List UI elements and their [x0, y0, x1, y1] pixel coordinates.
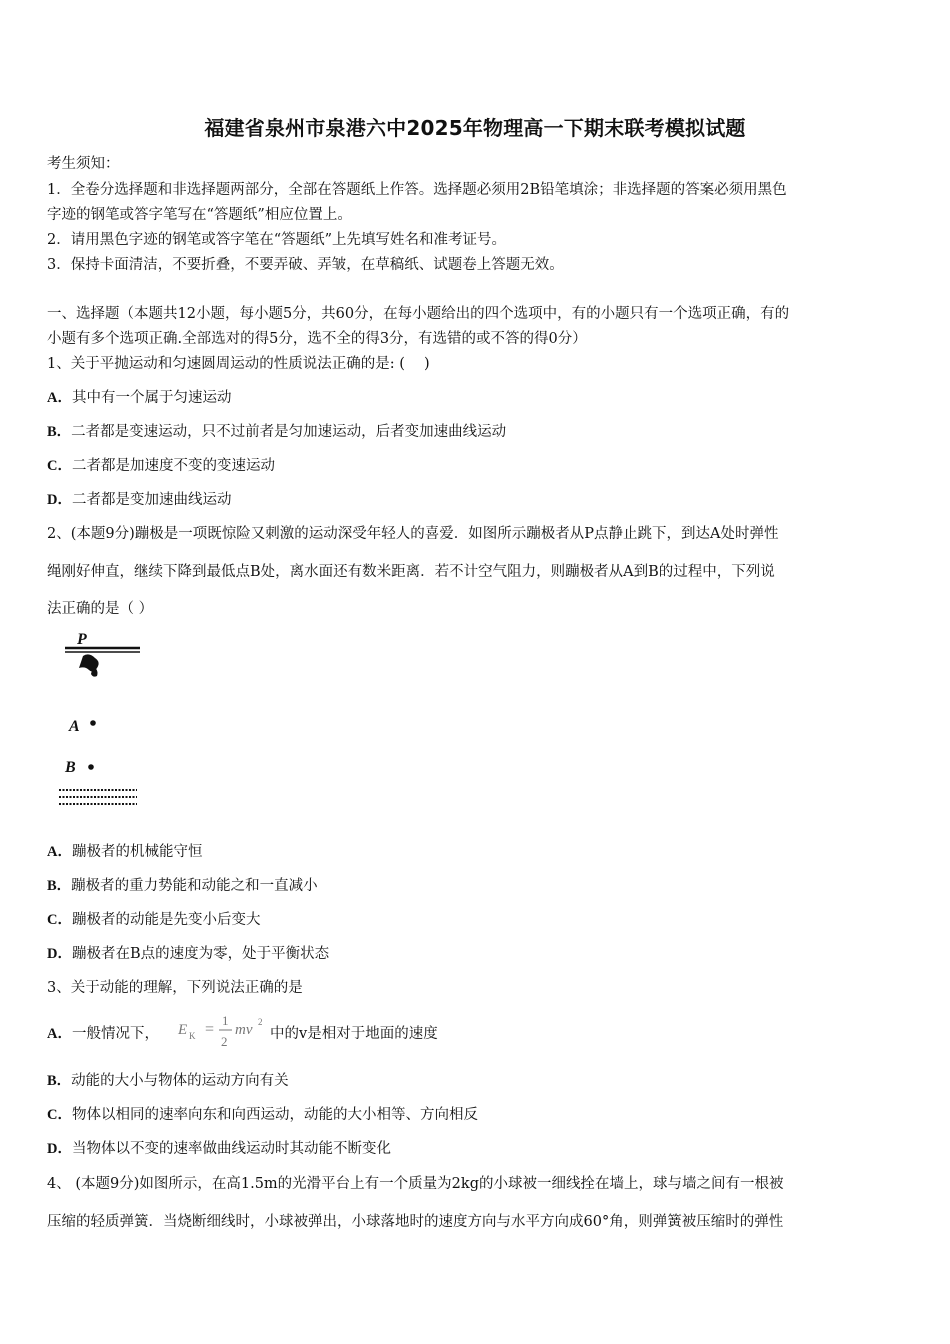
- formula-denominator: 2: [221, 1034, 228, 1049]
- option-text: 当物体以不变的速率做曲线运动时其动能不断变化: [71, 1141, 391, 1157]
- option-label: C．: [47, 1107, 72, 1123]
- option-label: B．: [47, 424, 72, 440]
- option-label: B．: [47, 1073, 72, 1089]
- option-label: D．: [47, 1141, 72, 1157]
- page-title: 福建省泉州市泉港六中2025年物理高一下期末联考模拟试题: [204, 116, 746, 140]
- kinetic-energy-formula: [174, 1010, 270, 1052]
- q2-option-b: [47, 874, 907, 895]
- option-label: D．: [47, 492, 72, 508]
- q1-option-d: [47, 488, 907, 509]
- option-text: 蹦极者的机械能守恒: [71, 844, 203, 860]
- option-label: A．: [47, 390, 72, 406]
- notice-line: 1．全卷分选择题和非选择题两部分，全部在答题纸上作答。选择题必须用2B铅笔填涂；非选择题的答案必须用黑色: [47, 182, 787, 198]
- question-2-stem-line: 绳刚好伸直，继续下降到最低点B处，离水面还有数米距离．若不计空气阻力，则蹦极者从A到B的过程中，下列说: [47, 564, 775, 580]
- question-2-stem-line: 法正确的是（ ）: [47, 601, 154, 617]
- section-heading-cont: 小题有多个选项正确.全部选对的得5分，选不全的得3分，有选错的或不答的得0分）: [47, 331, 587, 347]
- point-p-label: P: [77, 631, 87, 648]
- option-text: 二者都是变速运动，只不过前者是匀加速运动，后者变加速曲线运动: [71, 424, 507, 440]
- option-label: B．: [47, 878, 72, 894]
- section-heading: 一、选择题（本题共12小题，每小题5分，共60分，在每小题给出的四个选项中，有的小题只有一个选项正确，有的: [47, 306, 790, 322]
- option-label: A．: [47, 1026, 72, 1042]
- bungee-figure: [55, 626, 150, 814]
- option-label: D．: [47, 946, 72, 962]
- q3-option-b: [47, 1069, 907, 1090]
- option-text-pre: 一般情况下，: [71, 1026, 159, 1042]
- formula-subscript: K: [189, 1031, 196, 1041]
- q1-option-a: [47, 386, 907, 407]
- option-text: 物体以相同的速率向东和向西运动，动能的大小相等、方向相反: [71, 1107, 478, 1123]
- point-b-label: B: [65, 759, 76, 776]
- q2-option-d: [47, 942, 907, 963]
- option-text: 蹦极者的动能是先变小后变大: [71, 912, 261, 928]
- point-a-dot: [90, 720, 96, 726]
- formula-numerator: 1: [222, 1013, 229, 1028]
- formula-e: E: [178, 1022, 188, 1038]
- q1-option-b: [47, 420, 907, 441]
- notice-heading: 考生须知：: [47, 156, 120, 172]
- formula-mv: mv: [235, 1022, 253, 1038]
- formula-superscript: 2: [258, 1017, 263, 1027]
- jumper-silhouette: [79, 654, 99, 676]
- formula-equals: =: [205, 1021, 215, 1038]
- option-text: 二者都是变加速曲线运动: [71, 492, 232, 508]
- question-1-stem: 1、关于平抛运动和匀速圆周运动的性质说法正确的是: ( ): [47, 356, 430, 372]
- question-2-stem-line: 2、(本题9分)蹦极是一项既惊险又刺激的运动深受年轻人的喜爱．如图所示蹦极者从P点静止跳下，到达A处时弹性: [47, 526, 779, 542]
- q3-option-d: [47, 1137, 907, 1158]
- notice-line: 3．保持卡面清洁，不要折叠，不要弄破、弄皱，在草稿纸、试题卷上答题无效。: [47, 257, 564, 273]
- q3-option-c: [47, 1103, 907, 1124]
- question-3-stem: 3、关于动能的理解，下列说法正确的是: [47, 980, 303, 996]
- option-label: A．: [47, 844, 72, 860]
- point-b-dot: [88, 764, 94, 770]
- q1-option-c: [47, 454, 907, 475]
- option-text: 其中有一个属于匀速运动: [71, 390, 232, 406]
- option-label: C．: [47, 458, 72, 474]
- option-label: C．: [47, 912, 72, 928]
- notice-line: 2．请用黑色字迹的钢笔或答字笔在“答题纸”上先填写姓名和准考证号。: [47, 232, 507, 248]
- q2-option-c: [47, 908, 907, 929]
- notice-line: 字迹的钢笔或答字笔写在“答题纸”相应位置上。: [47, 207, 352, 223]
- point-a-label: A: [69, 718, 80, 735]
- q3-option-a-post: 中的v是相对于地面的速度: [270, 1026, 438, 1042]
- option-text: 蹦极者在B点的速度为零，处于平衡状态: [71, 946, 330, 962]
- option-text: 蹦极者的重力势能和动能之和一直减小: [71, 878, 318, 894]
- option-text: 二者都是加速度不变的变速运动: [71, 458, 275, 474]
- question-4-stem-line: 压缩的轻质弹簧．当烧断细线时，小球被弹出，小球落地时的速度方向与水平方向成60°角，则弹簧被压缩时的弹性: [47, 1214, 784, 1230]
- q2-option-a: [47, 840, 907, 861]
- question-4-stem-line: 4、 (本题9分)如图所示，在高1.5m的光滑平台上有一个质量为2kg的小球被一细线拴在墙上，球与墙之间有一根被: [47, 1176, 784, 1192]
- option-text: 动能的大小与物体的运动方向有关: [71, 1073, 289, 1089]
